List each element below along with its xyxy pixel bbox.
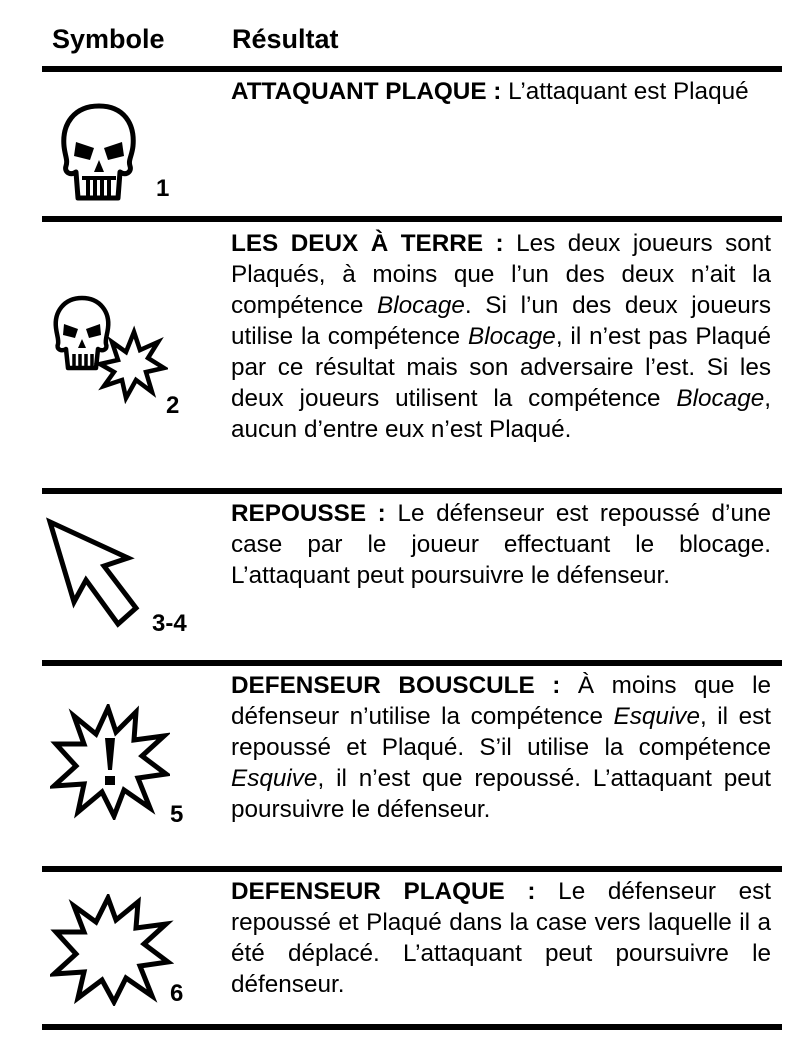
result-text: Les deux joueurs sont Plaqués, à moins que l’un des deux n’ait la compétence bbox=[231, 230, 771, 319]
symbol-cell bbox=[40, 72, 200, 216]
table-row-defender-down bbox=[0, 872, 800, 1022]
table-row-defender-stumbles bbox=[0, 666, 800, 866]
arrow-icon bbox=[44, 516, 154, 636]
table-bottom-rule bbox=[42, 1024, 782, 1030]
result-title: ATTAQUANT PLAQUE : bbox=[231, 78, 502, 105]
result-description bbox=[231, 498, 771, 591]
column-header-result: Résultat bbox=[232, 24, 339, 54]
skill-name: Esquive bbox=[613, 703, 700, 730]
result-text: . Si l’un des deux joueurs utilise la compétence bbox=[231, 292, 771, 350]
symbol-cell bbox=[40, 222, 200, 488]
skull-burst-icon bbox=[48, 294, 168, 404]
skull-icon bbox=[54, 102, 144, 202]
result-title: REPOUSSE : bbox=[231, 500, 386, 527]
burst-exclamation-icon bbox=[50, 704, 170, 820]
roll-number: 2 bbox=[166, 392, 180, 419]
table-row-push-back bbox=[0, 494, 800, 660]
skill-name: Blocage bbox=[468, 323, 556, 350]
result-text: , il n’est que repoussé. L’attaquant peut poursuivre le défenseur. bbox=[231, 765, 771, 823]
result-description bbox=[231, 76, 771, 107]
result-text: , il n’est pas Plaqué par ce résultat mais son adversaire l’est. Si les deux joueurs utilisent la compétence bbox=[231, 323, 771, 412]
table-row-both-down bbox=[0, 222, 800, 488]
symbol-cell bbox=[40, 494, 200, 660]
result-text: À moins que le défenseur n’utilise la compétence bbox=[231, 672, 772, 730]
result-description bbox=[231, 228, 771, 445]
roll-number: 1 bbox=[156, 175, 170, 202]
result-text: Le défenseur est repoussé et Plaqué dans la case vers laquelle il a été déplacé. L’attaquant peut poursuivre le défenseur. bbox=[231, 878, 771, 998]
column-header-symbol: Symbole bbox=[52, 24, 165, 54]
roll-number: 6 bbox=[170, 980, 184, 1007]
skill-name: Blocage bbox=[676, 385, 765, 412]
table-row-attacker-down bbox=[0, 72, 800, 216]
skill-name: Esquive bbox=[231, 765, 318, 792]
result-text: , il est repoussé et Plaqué. S’il utilise la compétence bbox=[231, 703, 771, 761]
result-description bbox=[231, 876, 771, 1000]
result-text: , aucun d’entre eux n’est Plaqué. bbox=[231, 385, 771, 443]
burst-icon bbox=[50, 894, 174, 1006]
result-title: DEFENSEUR PLAQUE : bbox=[231, 878, 536, 905]
result-description bbox=[231, 670, 771, 825]
symbol-cell bbox=[40, 666, 200, 866]
result-title: DEFENSEUR BOUSCULE : bbox=[231, 672, 561, 699]
result-text: L’attaquant est Plaqué bbox=[501, 78, 749, 105]
result-text: Le défenseur est repoussé d’une case par le joueur effectuant le blocage. L’attaquant peut poursuivre le défenseur. bbox=[231, 500, 771, 589]
roll-number: 5 bbox=[170, 801, 184, 828]
skill-name: Blocage bbox=[377, 292, 465, 319]
roll-number: 3-4 bbox=[152, 610, 187, 637]
symbol-cell bbox=[40, 872, 200, 1022]
result-title: LES DEUX À TERRE : bbox=[231, 230, 504, 257]
